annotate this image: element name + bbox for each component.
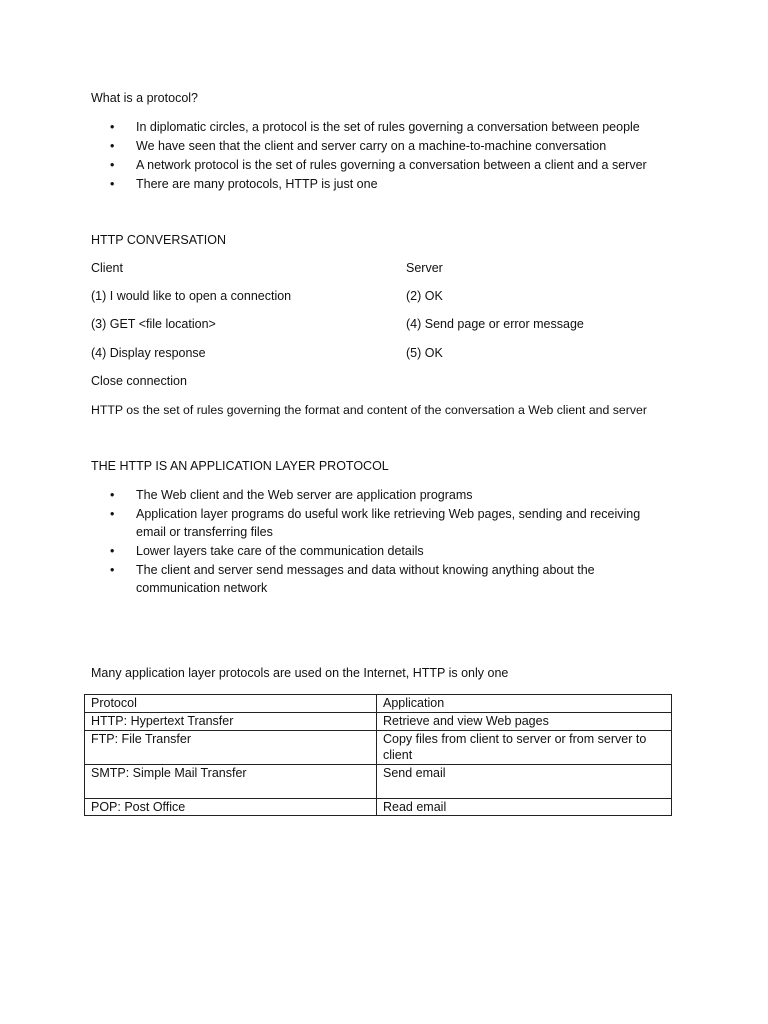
section-heading-what-is-protocol: What is a protocol?: [91, 91, 198, 105]
table-header-cell: Protocol: [85, 695, 377, 713]
table-header-row: [85, 695, 672, 713]
table-row: [85, 765, 672, 799]
close-connection-text: Close connection: [91, 374, 187, 388]
table-row: [85, 713, 672, 731]
list-item: • Application layer programs do useful work like retrieving Web pages, sending and receiving email or transferring files: [110, 505, 655, 541]
client-step: (4) Display response: [91, 346, 206, 360]
client-column-label: Client: [91, 261, 123, 275]
table-cell: HTTP: Hypertext Transfer: [85, 713, 377, 731]
list-item: • The Web client and the Web server are application programs: [110, 486, 655, 504]
table-row: [85, 731, 672, 765]
table-row: [85, 799, 672, 816]
list-item: • We have seen that the client and server carry on a machine-to-machine conversation: [110, 137, 670, 155]
protocol-table: [84, 694, 672, 816]
table-intro-text: Many application layer protocols are used on the Internet, HTTP is only one: [91, 666, 509, 680]
section-heading-http-conversation: HTTP CONVERSATION: [91, 233, 226, 247]
table-cell: Read email: [377, 799, 672, 816]
table-cell: FTP: File Transfer: [85, 731, 377, 765]
list-item: • A network protocol is the set of rules governing a conversation between a client and a server: [110, 156, 670, 174]
http-summary-text: HTTP os the set of rules governing the format and content of the conversation a Web client and server: [91, 403, 647, 417]
table-cell: SMTP: Simple Mail Transfer: [85, 765, 377, 799]
list-item: • The client and server send messages and data without knowing anything about the communication network: [110, 561, 606, 597]
list-item: • Lower layers take care of the communication details: [110, 542, 655, 560]
application-layer-bullet-list: [110, 486, 655, 598]
server-step: (4) Send page or error message: [406, 317, 584, 331]
table-cell: Send email: [377, 765, 672, 799]
server-step: (5) OK: [406, 346, 443, 360]
table-cell: Retrieve and view Web pages: [377, 713, 672, 731]
protocol-bullet-list: [110, 118, 670, 194]
table-header-cell: Application: [377, 695, 672, 713]
table-cell: POP: Post Office: [85, 799, 377, 816]
server-step: (2) OK: [406, 289, 443, 303]
list-item: • There are many protocols, HTTP is just one: [110, 175, 670, 193]
server-column-label: Server: [406, 261, 443, 275]
section-heading-application-layer: THE HTTP IS AN APPLICATION LAYER PROTOCOL: [91, 459, 389, 473]
table-cell: Copy files from client to server or from server to client: [377, 731, 672, 765]
list-item: • In diplomatic circles, a protocol is the set of rules governing a conversation between people: [110, 118, 670, 136]
client-step: (1) I would like to open a connection: [91, 289, 292, 303]
client-step: (3) GET <file location>: [91, 317, 216, 331]
